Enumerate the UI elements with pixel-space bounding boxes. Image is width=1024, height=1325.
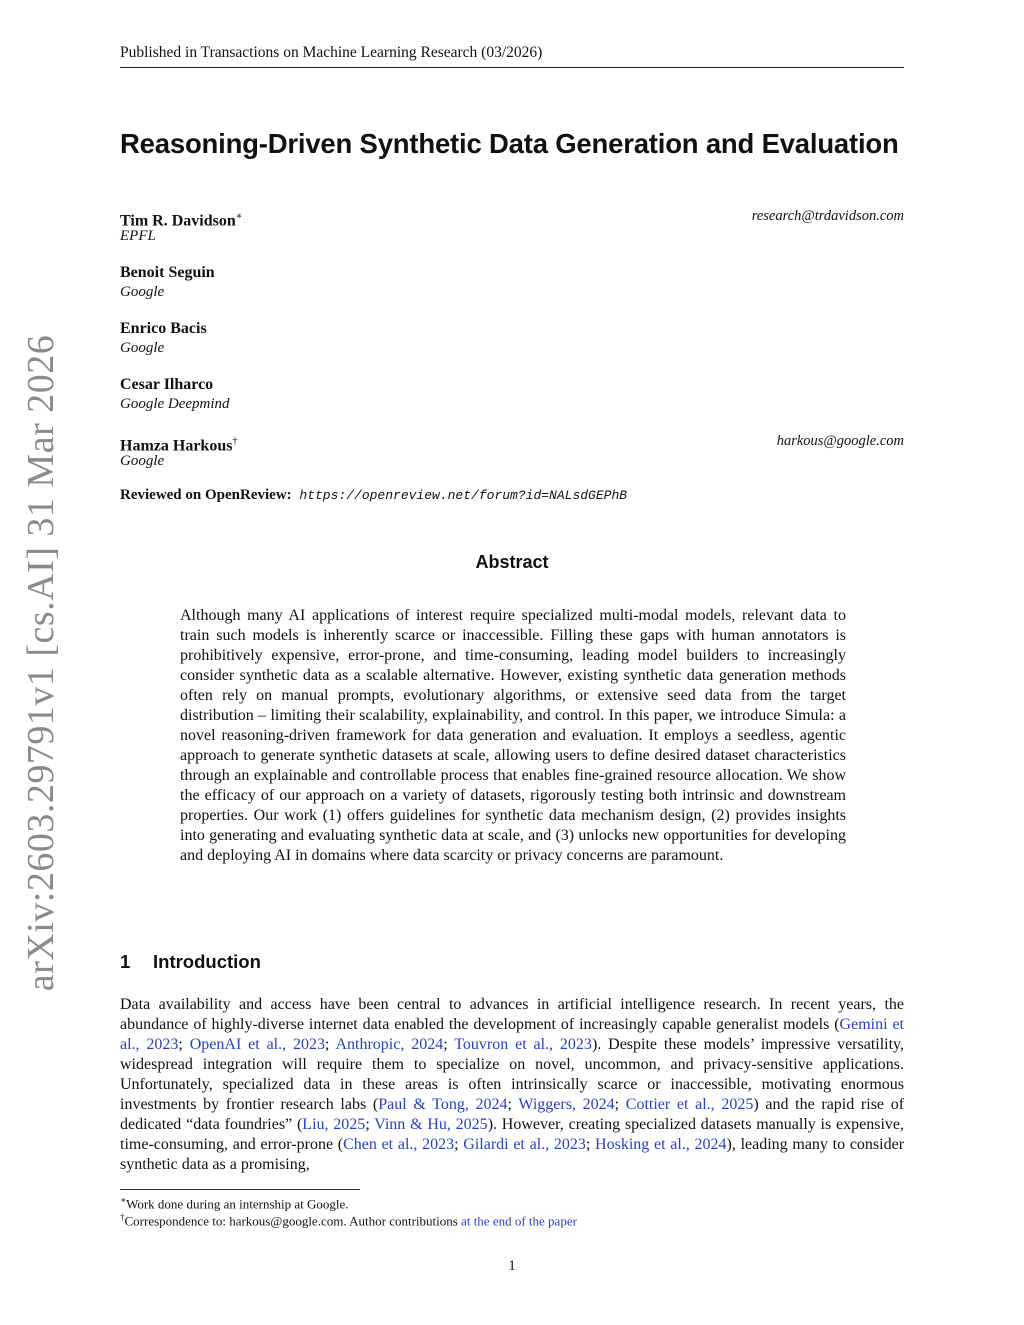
intro-text: ; (178, 1036, 190, 1053)
citation-link[interactable]: Anthropic, 2024 (335, 1036, 444, 1053)
author-email[interactable]: research@trdavidson.com (751, 208, 904, 224)
abstract-text: Although many AI applications of interest require specialized multi-modal models, relevant data to train such models is inherently scarce or inaccessible. Filling these gaps with human annotators is prohibitively expensive, error-prone, and time-consuming, leading model builders to increasingly consider synthetic data as a scalable alternative. However, existing synthetic data generation methods often rely on manual prompts, evolutionary algorithms, or extensive seed data from the target distribution – limiting their scalability, explainability, and control. In this paper, we introduce Simula: a novel reasoning-driven framework for data generation and evaluation. It employs a seedless, agentic approach to generate synthetic datasets at scale, allowing users to define desired dataset characteristics through an explainable and controllable process that enables fine-grained resource allocation. We show the efficacy of our approach on a variety of datasets, rigorously testing both intrinsic and downstream properties. Our work (1) offers guidelines for synthetic data mechanism design, (2) provides insights into generating and evaluating synthetic data at scale, and (3) unlocks new opportunities for developing and deploying AI in domains where data scarcity or privacy concerns are paramount. (180, 607, 846, 864)
author-email[interactable]: harkous@google.com (776, 433, 904, 449)
section-heading (120, 951, 261, 973)
citation-link[interactable]: Wiggers, 2024 (518, 1096, 615, 1113)
author-block (120, 318, 904, 357)
intro-text: ). Despite these models’ impressive versatility, widespread integration will require them to specialize on novel, uncommon, and privacy-sensitive applications. Unfortunately, specialized data in these areas is often intrinsically scarce or inaccessible, motivating enormous investments by frontier research labs ( (120, 1036, 905, 1113)
intro-text: ; (443, 1036, 455, 1053)
citation-link[interactable]: Cottier et al., 2025 (625, 1096, 754, 1113)
citation-link[interactable]: Vinn & Hu, 2025 (374, 1116, 488, 1133)
openreview-line (120, 487, 627, 504)
intro-text: ; (365, 1116, 375, 1133)
page-number: 1 (508, 1258, 516, 1274)
author-name: Tim R. Davidson∗ (120, 211, 243, 230)
citation-link[interactable]: Gemini et al., 2023 (120, 1016, 904, 1053)
author-affiliation: EPFL (120, 228, 156, 244)
author-name: Enrico Bacis (120, 320, 207, 337)
author-name: Benoit Seguin (120, 264, 215, 281)
abstract-heading: Abstract (475, 552, 549, 572)
section-number: 1 (120, 951, 131, 972)
citation-link[interactable]: Paul & Tong, 2024 (378, 1096, 508, 1113)
section-title: Introduction (153, 951, 261, 972)
intro-text: ). However, creating specialized datasets manually is expensive, time-consuming, and error-prone ( (120, 1116, 905, 1153)
openreview-label: Reviewed on OpenReview: (120, 487, 292, 503)
intro-text: Data availability and access have been central to advances in artificial intelligence research. In recent years, the abundance of highly-diverse internet data enabled the development of increasingly capable generalist models ( (120, 996, 904, 1033)
intro-text: ; (325, 1036, 336, 1053)
citation-link[interactable]: Hosking et al., 2024 (595, 1136, 727, 1153)
intro-text: ; (454, 1136, 464, 1153)
author-name: Hamza Harkous† (120, 436, 238, 455)
arxiv-stamp: arXiv:2603.29791v1 [cs.AI] 31 Mar 2026 (20, 334, 62, 992)
journal-header: Published in Transactions on Machine Learning Research (03/2026) (120, 44, 904, 68)
citation-link[interactable]: OpenAI et al., 2023 (189, 1036, 326, 1053)
author-affiliation: Google (120, 453, 165, 469)
introduction-paragraph (120, 995, 904, 1175)
author-block (120, 262, 904, 301)
intro-text: ; (585, 1136, 596, 1153)
footnote: ∗Work done during an internship at Google. (120, 1195, 349, 1212)
author-affiliation: Google Deepmind (120, 396, 230, 412)
citation-link[interactable]: Gilardi et al., 2023 (463, 1136, 586, 1153)
paper-title: Reasoning-Driven Synthetic Data Generation and Evaluation (120, 128, 899, 159)
footnote-rule (120, 1189, 360, 1190)
intro-text: ), leading many to consider synthetic data as a promising, (120, 1136, 905, 1173)
author-block (120, 431, 904, 470)
citation-link[interactable]: Touvron et al., 2023 (454, 1036, 592, 1053)
intro-text: ; (614, 1096, 626, 1113)
intro-text: ) and the rapid rise of dedicated “data foundries” ( (120, 1096, 905, 1133)
intro-text: ; (507, 1096, 519, 1113)
openreview-link[interactable]: https://openreview.net/forum?id=NALsdGEPhB (299, 488, 628, 503)
author-affiliation: Google (120, 284, 165, 300)
author-affiliation: Google (120, 340, 165, 356)
author-block (120, 374, 904, 413)
footnote: †Correspondence to: harkous@google.com. Author contributions at the end of the paper (120, 1212, 577, 1229)
author-name: Cesar Ilharco (120, 376, 214, 393)
author-block (120, 206, 904, 245)
author-contributions-link[interactable]: at the end of the paper (461, 1213, 577, 1229)
citation-link[interactable]: Chen et al., 2023 (343, 1136, 455, 1153)
citation-link[interactable]: Liu, 2025 (302, 1116, 366, 1133)
